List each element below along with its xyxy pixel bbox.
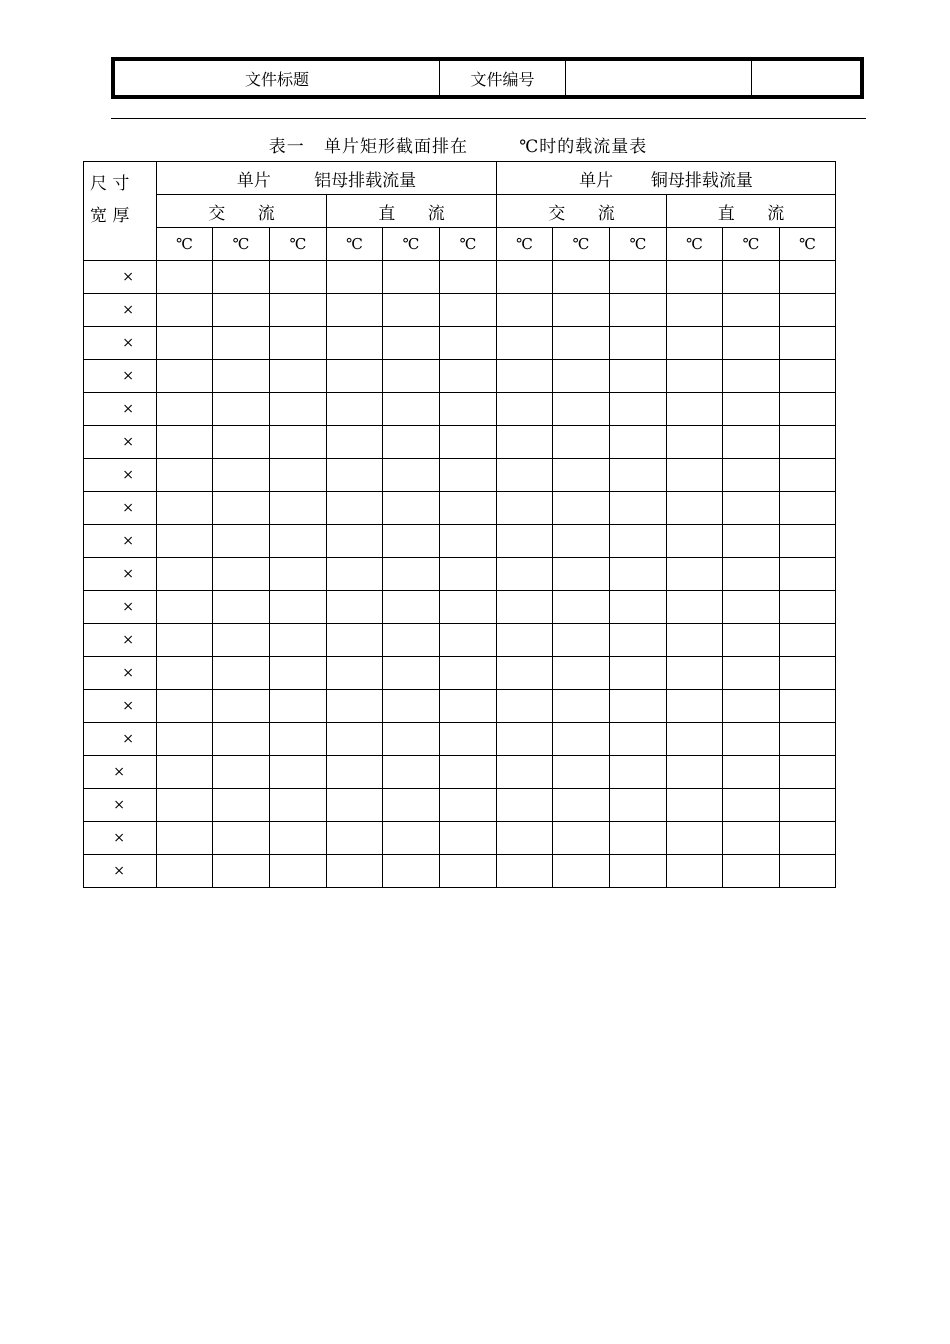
value-cell <box>383 327 440 360</box>
value-cell <box>610 657 667 690</box>
value-cell <box>667 558 723 591</box>
table-row <box>84 327 836 360</box>
size-cell: × <box>84 492 157 525</box>
value-cell <box>667 624 723 657</box>
temperature-header: ℃ <box>667 228 723 261</box>
value-cell <box>213 525 270 558</box>
value-cell <box>327 723 383 756</box>
value-cell <box>497 624 553 657</box>
value-cell <box>270 624 327 657</box>
table-row <box>84 525 836 558</box>
value-cell <box>723 525 780 558</box>
value-cell <box>270 393 327 426</box>
value-cell <box>780 657 836 690</box>
doc-title-label: 文件标题 <box>115 61 440 96</box>
value-cell <box>780 525 836 558</box>
value-cell <box>270 855 327 888</box>
value-cell <box>780 294 836 327</box>
value-cell <box>440 855 497 888</box>
size-cell: × <box>84 393 157 426</box>
value-cell <box>383 822 440 855</box>
value-cell <box>440 393 497 426</box>
value-cell <box>497 723 553 756</box>
value-cell <box>270 558 327 591</box>
corner-line-size: 尺 寸 <box>90 174 130 194</box>
size-corner-header <box>84 162 157 261</box>
value-cell <box>270 756 327 789</box>
temperature-header: ℃ <box>610 228 667 261</box>
size-cell: × <box>84 657 157 690</box>
value-cell <box>553 393 610 426</box>
table-row <box>84 690 836 723</box>
value-cell <box>327 690 383 723</box>
table-row <box>84 492 836 525</box>
value-cell <box>327 525 383 558</box>
value-cell <box>157 756 213 789</box>
value-cell <box>327 492 383 525</box>
value-cell <box>213 261 270 294</box>
table-row <box>84 624 836 657</box>
value-cell <box>553 360 610 393</box>
value-cell <box>497 360 553 393</box>
size-cell: × <box>84 294 157 327</box>
value-cell <box>213 789 270 822</box>
value-cell <box>383 360 440 393</box>
value-cell <box>270 591 327 624</box>
value-cell <box>780 822 836 855</box>
size-cell: × <box>84 690 157 723</box>
value-cell <box>610 591 667 624</box>
value-cell <box>157 690 213 723</box>
value-cell <box>780 855 836 888</box>
table-row <box>84 393 836 426</box>
value-cell <box>497 525 553 558</box>
value-cell <box>383 459 440 492</box>
size-cell: × <box>84 789 157 822</box>
value-cell <box>497 756 553 789</box>
value-cell <box>440 756 497 789</box>
value-cell <box>213 393 270 426</box>
value-cell <box>610 558 667 591</box>
value-cell <box>553 756 610 789</box>
temperature-header: ℃ <box>723 228 780 261</box>
aluminum-group-header: 单片 铝母排载流量 <box>157 162 497 195</box>
header-rule <box>111 118 866 119</box>
value-cell <box>213 327 270 360</box>
value-cell <box>667 327 723 360</box>
value-cell <box>157 294 213 327</box>
value-cell <box>667 294 723 327</box>
value-cell <box>157 855 213 888</box>
value-cell <box>497 822 553 855</box>
value-cell <box>383 261 440 294</box>
value-cell <box>270 690 327 723</box>
value-cell <box>327 855 383 888</box>
value-cell <box>723 294 780 327</box>
value-cell <box>667 261 723 294</box>
value-cell <box>327 393 383 426</box>
value-cell <box>270 261 327 294</box>
temperature-header: ℃ <box>383 228 440 261</box>
value-cell <box>667 657 723 690</box>
ampacity-table <box>83 161 836 888</box>
value-cell <box>440 690 497 723</box>
value-cell <box>497 690 553 723</box>
value-cell <box>383 558 440 591</box>
value-cell <box>780 723 836 756</box>
value-cell <box>723 789 780 822</box>
value-cell <box>157 492 213 525</box>
value-cell <box>157 393 213 426</box>
value-cell <box>667 360 723 393</box>
value-cell <box>213 492 270 525</box>
value-cell <box>723 855 780 888</box>
temperature-header: ℃ <box>553 228 610 261</box>
aluminum-ac-header: 交 流 <box>157 195 327 228</box>
value-cell <box>667 855 723 888</box>
value-cell <box>723 558 780 591</box>
value-cell <box>440 525 497 558</box>
value-cell <box>440 624 497 657</box>
size-cell: × <box>84 360 157 393</box>
value-cell <box>497 393 553 426</box>
value-cell <box>270 657 327 690</box>
value-cell <box>610 723 667 756</box>
value-cell <box>383 690 440 723</box>
value-cell <box>327 558 383 591</box>
table-row <box>84 855 836 888</box>
value-cell <box>780 426 836 459</box>
value-cell <box>553 327 610 360</box>
temperature-header: ℃ <box>213 228 270 261</box>
table-row <box>84 426 836 459</box>
temperature-header: ℃ <box>780 228 836 261</box>
value-cell <box>157 426 213 459</box>
value-cell <box>780 492 836 525</box>
copper-dc-header: 直 流 <box>667 195 836 228</box>
doc-number-label: 文件编号 <box>440 61 566 96</box>
value-cell <box>667 789 723 822</box>
value-cell <box>723 591 780 624</box>
table-row <box>84 360 836 393</box>
value-cell <box>610 294 667 327</box>
value-cell <box>157 624 213 657</box>
value-cell <box>383 426 440 459</box>
temperature-header: ℃ <box>270 228 327 261</box>
size-cell: × <box>84 591 157 624</box>
size-cell: × <box>84 327 157 360</box>
value-cell <box>440 459 497 492</box>
value-cell <box>157 525 213 558</box>
value-cell <box>780 591 836 624</box>
value-cell <box>553 492 610 525</box>
value-cell <box>723 756 780 789</box>
temperature-header: ℃ <box>497 228 553 261</box>
value-cell <box>213 855 270 888</box>
size-cell: × <box>84 426 157 459</box>
value-cell <box>383 393 440 426</box>
header-table <box>114 60 861 96</box>
value-cell <box>157 723 213 756</box>
value-cell <box>327 261 383 294</box>
value-cell <box>383 723 440 756</box>
value-cell <box>270 492 327 525</box>
value-cell <box>610 261 667 294</box>
value-cell <box>667 459 723 492</box>
value-cell <box>213 426 270 459</box>
value-cell <box>270 789 327 822</box>
value-cell <box>440 426 497 459</box>
temperature-header: ℃ <box>440 228 497 261</box>
value-cell <box>440 558 497 591</box>
value-cell <box>610 393 667 426</box>
value-cell <box>327 360 383 393</box>
size-cell: × <box>84 261 157 294</box>
value-cell <box>383 591 440 624</box>
value-cell <box>213 360 270 393</box>
value-cell <box>213 657 270 690</box>
value-cell <box>780 690 836 723</box>
table-row <box>84 822 836 855</box>
value-cell <box>270 360 327 393</box>
value-cell <box>157 657 213 690</box>
value-cell <box>780 624 836 657</box>
value-cell <box>610 690 667 723</box>
copper-ac-header: 交 流 <box>497 195 667 228</box>
corner-line-width-thickness: 宽 厚 <box>90 206 130 226</box>
value-cell <box>553 591 610 624</box>
value-cell <box>157 360 213 393</box>
size-cell: × <box>84 756 157 789</box>
value-cell <box>440 789 497 822</box>
value-cell <box>723 492 780 525</box>
value-cell <box>723 723 780 756</box>
value-cell <box>270 294 327 327</box>
table-row <box>84 756 836 789</box>
value-cell <box>780 558 836 591</box>
value-cell <box>383 789 440 822</box>
table-row <box>84 591 836 624</box>
value-cell <box>327 789 383 822</box>
table-title: 表一 单片矩形截面排在 ℃时的载流量表 <box>268 137 648 157</box>
value-cell <box>213 294 270 327</box>
value-cell <box>327 822 383 855</box>
temperature-header: ℃ <box>157 228 213 261</box>
value-cell <box>610 624 667 657</box>
value-cell <box>553 261 610 294</box>
value-cell <box>497 327 553 360</box>
value-cell <box>610 492 667 525</box>
value-cell <box>610 756 667 789</box>
value-cell <box>440 822 497 855</box>
value-cell <box>780 261 836 294</box>
value-cell <box>667 591 723 624</box>
size-cell: × <box>84 459 157 492</box>
value-cell <box>723 327 780 360</box>
value-cell <box>497 294 553 327</box>
value-cell <box>157 789 213 822</box>
value-cell <box>553 822 610 855</box>
value-cell <box>157 591 213 624</box>
value-cell <box>610 327 667 360</box>
value-cell <box>610 360 667 393</box>
value-cell <box>610 459 667 492</box>
value-cell <box>270 459 327 492</box>
doc-extra-value <box>752 61 861 96</box>
value-cell <box>497 426 553 459</box>
doc-number-value <box>566 61 752 96</box>
value-cell <box>213 690 270 723</box>
value-cell <box>157 822 213 855</box>
value-cell <box>553 690 610 723</box>
table-row <box>84 723 836 756</box>
value-cell <box>780 360 836 393</box>
value-cell <box>440 492 497 525</box>
value-cell <box>723 822 780 855</box>
value-cell <box>440 591 497 624</box>
value-cell <box>610 855 667 888</box>
value-cell <box>440 723 497 756</box>
value-cell <box>667 723 723 756</box>
value-cell <box>497 459 553 492</box>
value-cell <box>270 327 327 360</box>
table-row <box>84 558 836 591</box>
table-row <box>84 294 836 327</box>
table-row <box>84 789 836 822</box>
value-cell <box>497 591 553 624</box>
value-cell <box>440 657 497 690</box>
value-cell <box>497 657 553 690</box>
value-cell <box>723 426 780 459</box>
value-cell <box>213 723 270 756</box>
size-cell: × <box>84 822 157 855</box>
value-cell <box>780 393 836 426</box>
size-cell: × <box>84 855 157 888</box>
value-cell <box>440 327 497 360</box>
value-cell <box>383 294 440 327</box>
size-cell: × <box>84 558 157 591</box>
value-cell <box>270 723 327 756</box>
value-cell <box>610 822 667 855</box>
value-cell <box>327 591 383 624</box>
value-cell <box>213 822 270 855</box>
value-cell <box>610 525 667 558</box>
aluminum-dc-header: 直 流 <box>327 195 497 228</box>
value-cell <box>497 558 553 591</box>
document-header <box>111 57 864 99</box>
value-cell <box>553 558 610 591</box>
value-cell <box>327 756 383 789</box>
value-cell <box>667 426 723 459</box>
size-cell: × <box>84 624 157 657</box>
value-cell <box>213 591 270 624</box>
value-cell <box>497 855 553 888</box>
value-cell <box>553 459 610 492</box>
value-cell <box>667 492 723 525</box>
value-cell <box>270 525 327 558</box>
value-cell <box>667 822 723 855</box>
value-cell <box>327 657 383 690</box>
value-cell <box>157 327 213 360</box>
value-cell <box>723 657 780 690</box>
value-cell <box>667 525 723 558</box>
value-cell <box>213 459 270 492</box>
value-cell <box>553 723 610 756</box>
table-row <box>84 261 836 294</box>
value-cell <box>497 261 553 294</box>
value-cell <box>780 327 836 360</box>
value-cell <box>327 459 383 492</box>
table-row <box>84 657 836 690</box>
value-cell <box>723 261 780 294</box>
value-cell <box>553 294 610 327</box>
value-cell <box>270 822 327 855</box>
value-cell <box>383 525 440 558</box>
value-cell <box>553 789 610 822</box>
value-cell <box>723 459 780 492</box>
table-row <box>84 459 836 492</box>
value-cell <box>553 855 610 888</box>
value-cell <box>157 261 213 294</box>
value-cell <box>667 690 723 723</box>
value-cell <box>383 657 440 690</box>
value-cell <box>327 327 383 360</box>
value-cell <box>383 624 440 657</box>
value-cell <box>667 756 723 789</box>
value-cell <box>553 624 610 657</box>
value-cell <box>327 624 383 657</box>
value-cell <box>610 789 667 822</box>
value-cell <box>553 657 610 690</box>
value-cell <box>553 426 610 459</box>
value-cell <box>440 360 497 393</box>
value-cell <box>723 393 780 426</box>
value-cell <box>157 558 213 591</box>
value-cell <box>723 360 780 393</box>
value-cell <box>780 756 836 789</box>
value-cell <box>440 261 497 294</box>
value-cell <box>780 459 836 492</box>
value-cell <box>383 492 440 525</box>
size-cell: × <box>84 723 157 756</box>
value-cell <box>213 756 270 789</box>
value-cell <box>157 459 213 492</box>
value-cell <box>383 756 440 789</box>
copper-group-header: 单片 铜母排载流量 <box>497 162 836 195</box>
value-cell <box>327 426 383 459</box>
value-cell <box>610 426 667 459</box>
value-cell <box>667 393 723 426</box>
value-cell <box>270 426 327 459</box>
value-cell <box>497 789 553 822</box>
value-cell <box>780 789 836 822</box>
value-cell <box>213 624 270 657</box>
value-cell <box>383 855 440 888</box>
value-cell <box>553 525 610 558</box>
size-cell: × <box>84 525 157 558</box>
value-cell <box>497 492 553 525</box>
value-cell <box>723 690 780 723</box>
value-cell <box>213 558 270 591</box>
value-cell <box>440 294 497 327</box>
temperature-header: ℃ <box>327 228 383 261</box>
value-cell <box>327 294 383 327</box>
value-cell <box>723 624 780 657</box>
